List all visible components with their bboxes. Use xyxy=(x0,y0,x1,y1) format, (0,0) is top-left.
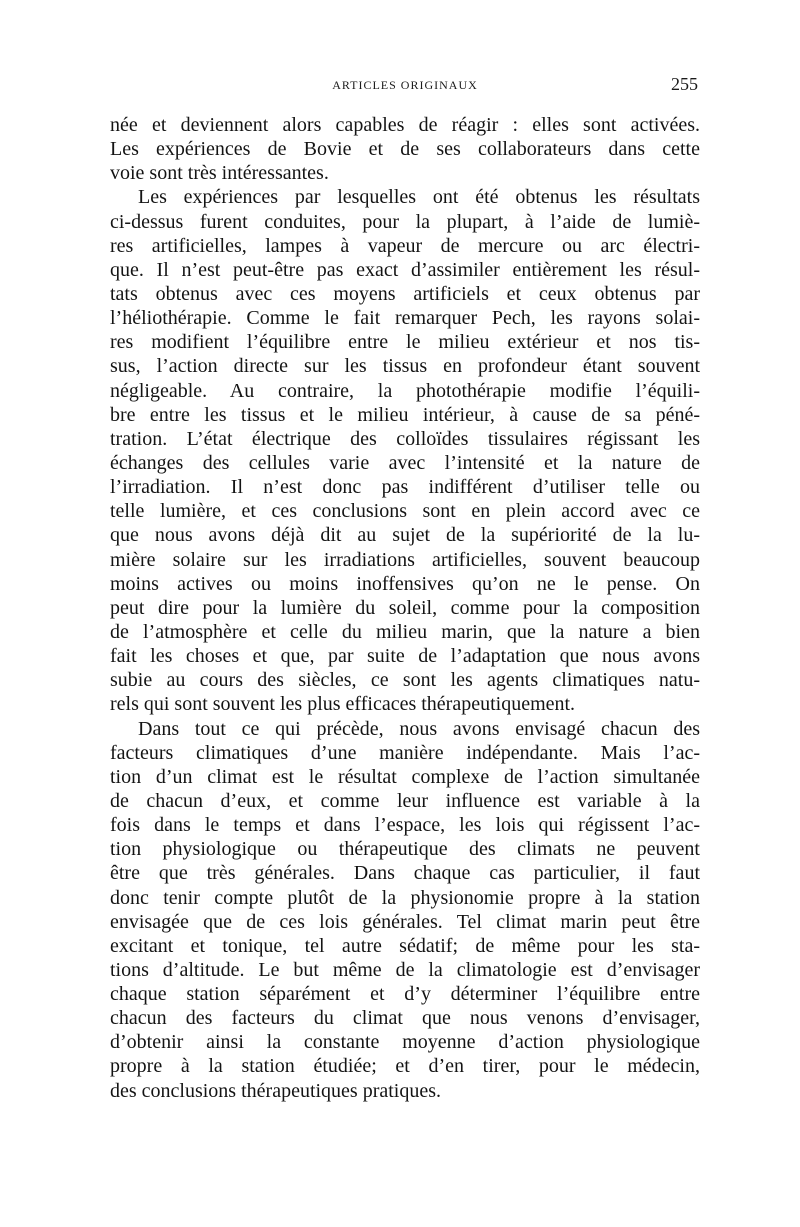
text-line: fait les choses et que, par suite de l’adaptation que nous avons xyxy=(110,645,700,668)
text-line: négligeable. Au contraire, la photothérapie modifie l’équili- xyxy=(110,379,700,402)
text-line: chaque station séparément et d’y déterminer l’équilibre entre xyxy=(110,983,700,1006)
text-line: facteurs climatiques d’une manière indépendante. Mais l’ac- xyxy=(110,741,700,764)
text-line: l’irradiation. Il n’est donc pas indifférent d’utiliser telle ou xyxy=(110,476,700,499)
text-line: bre entre les tissus et le milieu intérieur, à cause de sa péné- xyxy=(110,403,700,426)
running-header xyxy=(110,74,700,96)
text-line: tats obtenus avec ces moyens artificiels et ceux obtenus par xyxy=(110,282,700,305)
text-line: res modifient l’équilibre entre le milieu extérieur et nos tis- xyxy=(110,331,700,354)
text-line: ci-dessus furent conduites, pour la plupart, à l’aide de lumiè- xyxy=(110,210,700,233)
text-line: tion d’un climat est le résultat complexe de l’action simultanée xyxy=(110,765,700,788)
text-line: tion physiologique ou thérapeutique des climats ne peuvent xyxy=(110,838,700,861)
text-line: l’héliothérapie. Comme le fait remarquer Pech, les rayons solai- xyxy=(110,307,700,330)
text-line: voie sont très intéressantes. xyxy=(110,162,329,185)
text-line: être que très générales. Dans chaque cas particulier, il faut xyxy=(110,862,700,885)
text-line: telle lumière, et ces conclusions sont en plein accord avec ce xyxy=(110,500,700,523)
text-line: de chacun d’eux, et comme leur influence est variable à la xyxy=(110,789,700,812)
text-line: Les expériences de Bovie et de ses collaborateurs dans cette xyxy=(110,138,700,161)
text-line: échanges des cellules varie avec l’intensité et la nature de xyxy=(110,451,700,474)
text-line: que. Il n’est peut-être pas exact d’assimiler entièrement les résul- xyxy=(110,258,700,281)
text-line: moins actives ou moins inoffensives qu’on ne le pense. On xyxy=(110,572,700,595)
running-header-title: ARTICLES ORIGINAUX xyxy=(332,78,478,92)
text-line: que nous avons déjà dit au sujet de la supériorité de la lu- xyxy=(110,524,700,547)
text-line: d’obtenir ainsi la constante moyenne d’action physiologique xyxy=(110,1031,700,1054)
text-line: donc tenir compte plutôt de la physionomie propre à la station xyxy=(110,886,700,909)
text-line: chacun des facteurs du climat que nous venons d’envisager, xyxy=(110,1007,700,1030)
text-line: mière solaire sur les irradiations artificielles, souvent beaucoup xyxy=(110,548,700,571)
body-text xyxy=(110,113,700,1103)
text-line: rels qui sont souvent les plus efficaces thérapeutiquement. xyxy=(110,693,576,716)
text-line: envisagée que de ces lois générales. Tel climat marin peut être xyxy=(110,910,700,933)
text-line: peut dire pour la lumière du soleil, comme pour la composition xyxy=(110,596,700,619)
text-line: res artificielles, lampes à vapeur de mercure ou arc électri- xyxy=(110,234,700,257)
text-line: de l’atmosphère et celle du milieu marin, que la nature a bien xyxy=(110,620,700,643)
text-line: tions d’altitude. Le but même de la climatologie est d’envisager xyxy=(110,958,700,981)
text-line: tration. L’état électrique des colloïdes tissulaires régissant les xyxy=(110,427,700,450)
paragraph-first-line: Dans tout ce qui précède, nous avons envisagé chacun des xyxy=(138,717,700,740)
text-line: subie au cours des siècles, ce sont les agents climatiques natu- xyxy=(110,669,700,692)
text-line: propre à la station étudiée; et d’en tirer, pour le médecin, xyxy=(110,1055,700,1078)
text-line: excitant et tonique, tel autre sédatif; de même pour les sta- xyxy=(110,934,700,957)
text-line: née et deviennent alors capables de réagir : elles sont activées. xyxy=(110,114,700,136)
text-line: fois dans le temps et dans l’espace, les lois qui régissent l’ac- xyxy=(110,814,700,837)
text-line: des conclusions thérapeutiques pratiques. xyxy=(110,1079,442,1102)
text-line: sus, l’action directe sur les tissus en profondeur étant souvent xyxy=(110,355,700,378)
paragraph-first-line: Les expériences par lesquelles ont été obtenus les résultats xyxy=(138,186,700,209)
page-number: 255 xyxy=(671,74,698,94)
